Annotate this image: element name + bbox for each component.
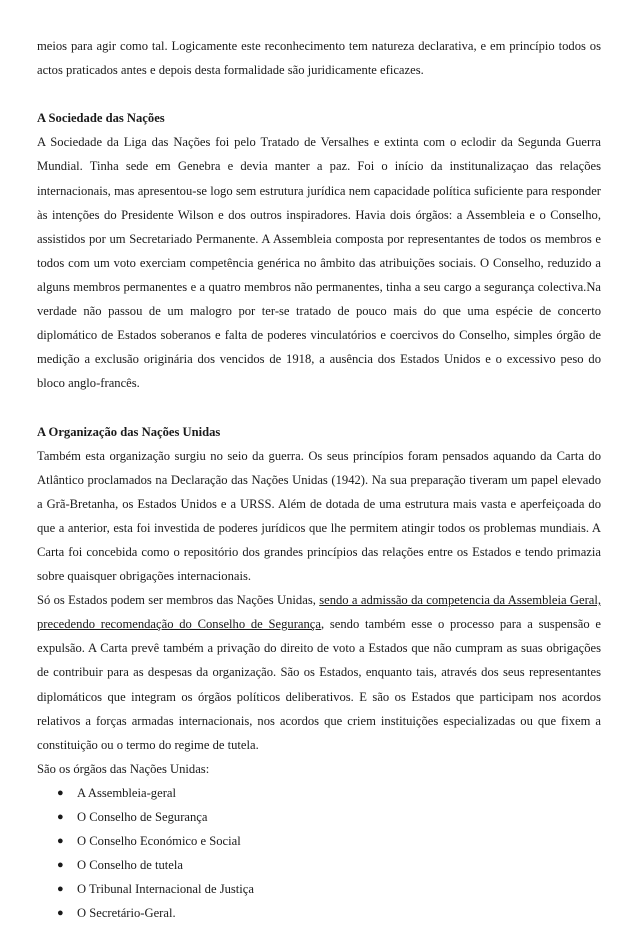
onu-paragraph-2-start: Só os Estados podem ser membros das Nações Unidas, [37,593,320,608]
document-page [37,34,601,925]
bullet-icon: ● [57,883,64,896]
onu-paragraph-2 [37,588,601,757]
onu-paragraph-1: Também esta organização surgiu no seio da guerra. Os seus princípios foram pensados aquando da Carta do Atlântico proclamados na Declaração das Nações Unidas (1942). Na sua preparação tiveram um papel elevado a Grã-Bretanha, os Estados Unidos e a URSS. Além de dotada de uma estrutura mais vasta e aperfeiçoada do que a anterior, esta foi investida de poderes jurídicos que lhe permitem atingir todos os problemas mundiais. A Carta foi concebida como o repositório dos grandes princípios das relações entre os Estados e tendo primazia sobre quaisquer obrigações internacionais. [37,448,601,584]
organs-list [37,781,601,925]
list-item-label: O Tribunal Internacional de Justiça [77,882,254,897]
bullet-icon: ● [57,859,64,872]
list-item [37,901,601,925]
list-item-label: O Conselho de Segurança [77,810,208,824]
bullet-icon: ● [57,811,64,823]
bullet-icon: ● [57,907,64,920]
underlined-admission-text: sendo a admissão da competencia da Assembleia Geral, precedendo recomendação do Conselho de Segurança [37,593,601,632]
sociedade-paragraph-part-a: A Sociedade da Liga das Nações foi pelo Tratado de Versalhes e extinta com o eclodir da Segunda Guerra Mundial. Tinha sede em Genebra e devia manter a paz. Foi o início da institunalizaçao das relações internacionais, mas apresentou-se logo sem estrutura jurídica nem capacidade política suficiente para responder às intenções do Presidente Wilson e dos outros inspiradores. Havia dois órgãos: a Assembleia e o Conselho, assistidos por um Secretariado Permanente. A Assembleia composta por representantes de todos os membros e todos com um voto exerciam competência genérica no âmbito das atribuições sociais. O Conselho, reduzido a alguns membros permanentes e a quatro membros não permanentes, tinha a seu cargo a segurança colectiva. [37,135,601,294]
list-item-label: A Assembleia-geral [77,785,176,800]
bullet-icon: ● [57,835,64,848]
sociedade-paragraph [37,130,601,395]
intro-paragraph: meios para agir como tal. Logicamente este reconhecimento tem natureza declarativa, e em princípio todos os actos praticados antes e depois desta formalidade são juridicamente eficazes. [37,39,601,78]
organs-intro: São os órgãos das Nações Unidas: [37,761,210,776]
section-heading-sociedade: A Sociedade das Nações [37,111,165,126]
list-item [37,853,601,877]
list-item-label: O Conselho Económico e Social [77,834,241,849]
list-item [37,781,601,805]
spacer [37,82,601,106]
spacer [37,395,601,419]
list-item-label: O Secretário-Geral. [77,906,176,921]
onu-paragraph-2-end: , sendo também esse o processo para a suspensão e expulsão. A Carta prevê também a privação do direito de voto a Estados que não cumpram as suas obrigações de contribuir para as despesas da organização. São os Estados, enquanto tais, através dos seus representantes diplomáticos que integram os órgãos políticos deliberativos. E são os Estados que participam nos acordos relativos a forças armadas internacionais, nos acordos que criem instituições especializadas ou que fixem a constituição ou o termo do regime de tutela. [37,617,601,752]
section-heading-onu: A Organização das Nações Unidas [37,424,221,439]
bullet-icon: ● [57,786,64,799]
list-item [37,877,601,901]
sociedade-paragraph-part-b: Na verdade não passou de um malogro por ter-se tratado de pouco mais do que uma espécie de concerto diplomático de Estados soberanos e falta de poderes vinculatórios e coercivos do Conselho, simples órgão de medição a exclusão originária dos vencidos de 1918, a ausência dos Estados Unidos e o excessivo peso do bloco anglo-francês. [37,279,601,391]
list-item [37,829,601,853]
list-item-label: O Conselho de tutela [77,858,183,873]
list-item [37,805,601,829]
